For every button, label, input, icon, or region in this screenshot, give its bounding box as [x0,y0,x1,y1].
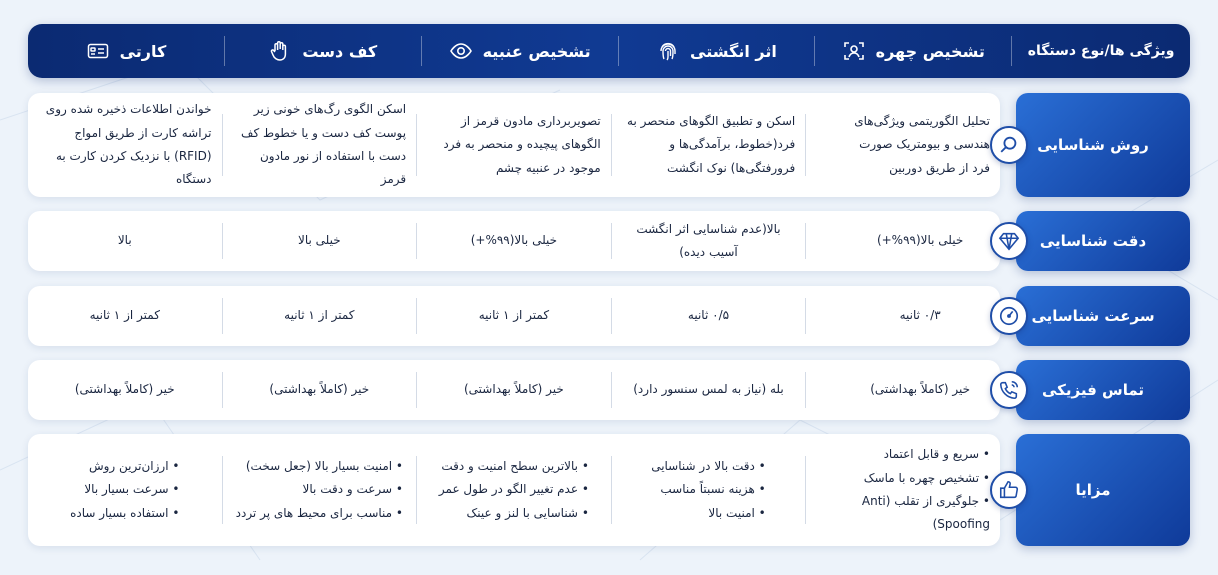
header-column-palm [225,24,421,78]
row-label: دقت شناسایی [1039,232,1147,250]
row-label: روش شناسایی [1037,136,1149,154]
cell-palm [223,434,417,546]
row-label-tab [1016,360,1190,420]
cell-fingerprint: بالا(عدم شناسایی اثر انگشت آسیب دیده) [636,221,781,259]
cell-fingerprint [612,434,806,546]
list-item: • دقت بالا در شناسایی [651,455,766,478]
cell-fingerprint: بله (نیاز به لمس سنسور دارد) [633,382,784,397]
row-label-tab [1016,93,1190,197]
cell-face: خیر (کاملاً بهداشتی) [870,382,971,397]
card-icon [86,39,110,63]
search-icon [990,126,1028,164]
list-item: • بالاترین سطح امنیت و دقت [439,455,589,478]
cell-face: ۰/۳ ثانیه [899,308,941,323]
diamond-icon [990,222,1028,260]
palm-icon [268,39,292,63]
cell-card: کمتر از ۱ ثانیه [89,308,160,323]
table-row-contact [28,360,1190,420]
table-row-method [28,93,1190,197]
header-column-label: تشخیص چهره [875,41,985,61]
header-column-iris [422,24,618,78]
list-item: • تشخیص چهره با ماسک [850,467,990,490]
row-body [28,211,1000,271]
fingerprint-icon [656,39,680,63]
cell-face [806,434,1000,546]
list-item: • عدم تغییر الگو در طول عمر [439,478,589,501]
header-column-label: کارتی [119,41,167,61]
row-label: سرعت شناسایی [1031,307,1155,325]
cell-card: بالا [117,233,132,248]
list-item: • سریع و قابل اعتماد [850,443,990,466]
cell-palm: خیلی بالا [297,233,341,248]
table-row-accuracy [28,211,1190,271]
cell-fingerprint: ۰/۵ ثانیه [687,308,730,323]
header-corner [1012,24,1190,78]
bullet-list [850,443,990,537]
cell-face: خیلی بالا(۹۹%+) [876,233,964,248]
row-body [28,360,1000,420]
row-body [28,93,1000,197]
cell-palm: اسکن الگوی رگ‌های خونی زیر پوست کف دست و یا خطوط کف دست با استفاده از نور مادون قرمز [241,102,407,187]
row-body [28,434,1000,546]
list-item: • هزینه نسبتاً مناسب [651,478,766,501]
header-column-card [28,24,224,78]
list-item: • امنیت بالا [651,502,766,525]
thumbs-up-icon [990,471,1028,509]
row-label-tab [1016,211,1190,271]
list-item: • شناسایی با لنز و عینک [439,502,589,525]
list-item: • ارزان‌ترین روش [70,455,179,478]
cell-card: خیر (کاملاً بهداشتی) [74,382,175,397]
phone-touch-icon [990,371,1028,409]
header-column-label: اثر انگشتی [690,41,777,61]
row-label-tab [1016,434,1190,546]
table-row-speed [28,286,1190,346]
bullet-list [236,455,403,525]
cell-iris: خیر (کاملاً بهداشتی) [464,382,564,397]
row-label-tab [1016,286,1190,346]
cell-fingerprint: اسکن و تطبیق الگوهای منحصر به فرد(خطوط، برآمدگی‌ها و فرورفتگی‌ها) نوک انگشت [627,113,796,175]
table-header [28,24,1190,78]
bullet-list [70,455,179,525]
list-item: • جلوگیری از تقلب (Anti Spoofing) [850,490,990,537]
eye-icon [449,39,473,63]
cell-palm: کمتر از ۱ ثانیه [284,308,355,323]
list-item: • سرعت بسیار بالا [70,478,179,501]
bullet-list [651,455,766,525]
header-corner-label: ویژگی ها/نوع دستگاه [1027,43,1175,59]
cell-palm: خیر (کاملاً بهداشتی) [269,382,370,397]
header-column-fingerprint [619,24,815,78]
cell-face: تحلیل الگوریتمی ویژگی‌های هندسی و بیومتریک صورت فرد از طریق دوربین [854,113,990,175]
list-item: • استفاده بسیار ساده [70,502,179,525]
bullet-list [439,455,589,525]
cell-card [28,434,222,546]
table-row-advantages [28,434,1190,546]
list-item: • مناسب برای محیط های پر تردد [236,502,403,525]
row-label: تماس فیزیکی [1041,381,1145,399]
cell-iris: تصویربرداری مادون قرمز از الگوهای پیچیده و منحصر به فرد موجود در عنبیه چشم [443,113,601,175]
cell-iris [417,434,611,546]
list-item: • سرعت و دقت بالا [236,478,403,501]
cell-iris: کمتر از ۱ ثانیه [478,308,550,323]
cell-iris: خیلی بالا(۹۹%+) [470,233,558,248]
face-scan-icon [842,39,866,63]
row-label: مزایا [1075,481,1111,499]
cell-card: خواندن اطلاعات ذخیره شده روی تراشه کارت از طریق امواج (RFID) با نزدیک کردن کارت به دستگاه [45,102,212,187]
list-item: • امنیت بسیار بالا (جعل سخت) [236,455,403,478]
header-column-label: کف دست [302,41,378,61]
speedometer-icon [990,297,1028,335]
row-body [28,286,1000,346]
header-column-face [815,24,1011,78]
header-column-label: تشخیص عنبیه [482,41,591,61]
